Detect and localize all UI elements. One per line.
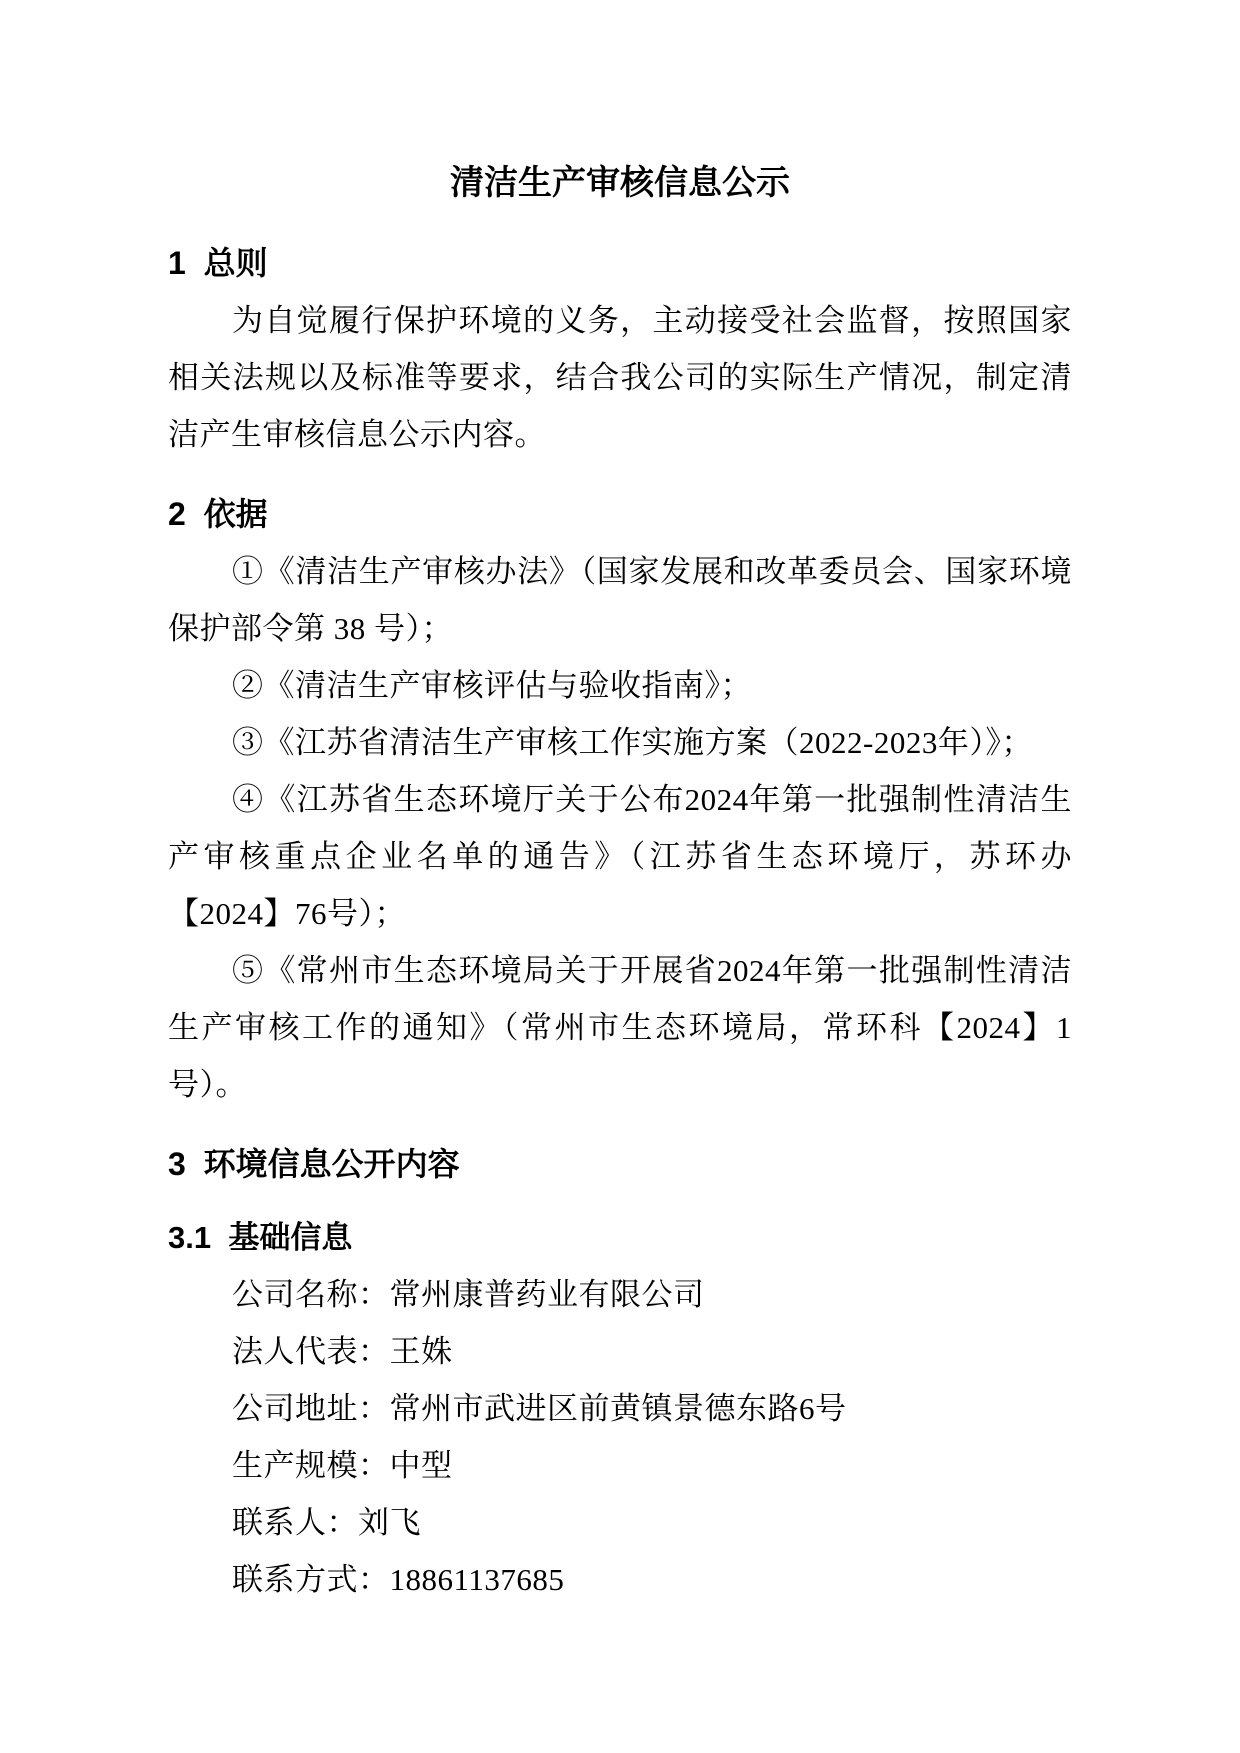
page-title: 清洁生产审核信息公示 bbox=[450, 164, 790, 202]
section-3-heading: 3 环境信息公开内容 bbox=[168, 1146, 460, 1182]
company-address-line: 公司地址：常州市武进区前黄镇景德东路6号 bbox=[232, 1391, 847, 1426]
legal-representative-line: 法人代表：王姝 bbox=[232, 1334, 453, 1369]
basis-item-5: ⑤《常州市生态环境局关于开展省2024年第一批强制性清洁生产审核工作的通知》（常州市生态环境局，常环科【2024】1号）。 bbox=[168, 953, 1072, 1102]
company-name-line: 公司名称：常州康普药业有限公司 bbox=[232, 1277, 705, 1312]
section-1-heading: 1 总则 bbox=[168, 245, 268, 281]
section-1-paragraph: 为自觉履行保护环境的义务，主动接受社会监督，按照国家相关法规以及标准等要求，结合我公司的实际生产情况，制定清洁产生审核信息公示内容。 bbox=[168, 303, 1072, 452]
basis-item-1: ①《清洁生产审核办法》（国家发展和改革委员会、国家环境保护部令第 38 号）； bbox=[168, 554, 1072, 646]
section-3-1-heading: 3.1 基础信息 bbox=[168, 1220, 353, 1255]
contact-person-line: 联系人：刘飞 bbox=[232, 1505, 421, 1540]
section-2-heading: 2 依据 bbox=[168, 496, 268, 532]
contact-phone-line: 联系方式：18861137685 bbox=[232, 1562, 565, 1597]
basis-item-3: ③《江苏省清洁生产审核工作实施方案（2022-2023年）》； bbox=[232, 725, 1033, 760]
basis-item-4: ④《江苏省生态环境厅关于公布2024年第一批强制性清洁生产审核重点企业名单的通告》（江苏省生态环境厅，苏环办【2024】76号）； bbox=[168, 782, 1072, 931]
production-scale-line: 生产规模：中型 bbox=[232, 1448, 453, 1483]
basis-item-2: ②《清洁生产审核评估与验收指南》； bbox=[232, 668, 752, 703]
